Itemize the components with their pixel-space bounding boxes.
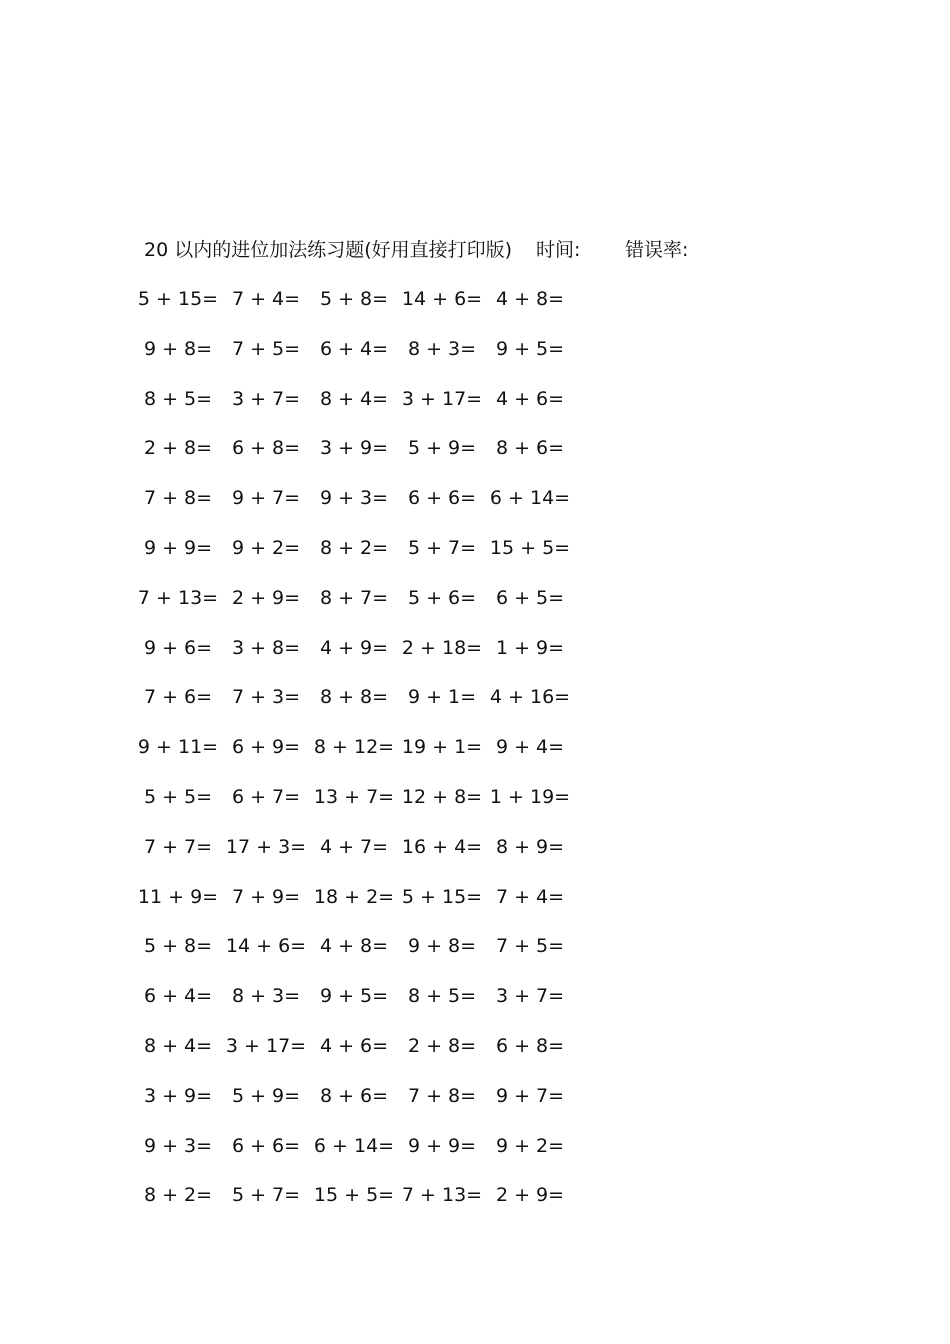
addition-problem: 8 + 9= [495,835,565,858]
addition-problem: 4 + 7= [319,835,389,858]
problem-row [144,784,604,834]
problem-row [144,635,604,685]
problem-row [144,1182,604,1232]
addition-problem: 5 + 5= [143,785,213,808]
problem-grid [137,286,604,1232]
addition-problem: 6 + 5= [495,586,565,609]
addition-problem: 5 + 8= [143,935,213,958]
addition-problem: 9 + 3= [319,487,389,510]
addition-problem: 5 + 6= [407,586,477,609]
addition-problem: 1 + 19= [489,785,571,808]
time-label: 时间: [536,239,581,261]
addition-problem: 9 + 3= [143,1134,213,1157]
addition-problem: 8 + 4= [319,387,389,410]
addition-problem: 8 + 12= [313,736,395,759]
addition-problem: 7 + 6= [143,686,213,709]
addition-problem: 1 + 9= [495,636,565,659]
addition-problem: 3 + 7= [231,387,301,410]
addition-problem: 9 + 8= [143,337,213,360]
problem-row [144,834,604,884]
addition-problem: 7 + 3= [231,686,301,709]
problem-row [144,1133,604,1183]
addition-problem: 2 + 8= [143,437,213,460]
problem-row [144,485,604,535]
addition-problem: 6 + 8= [231,437,301,460]
addition-problem: 9 + 8= [407,935,477,958]
addition-problem: 5 + 9= [407,437,477,460]
addition-problem: 9 + 7= [495,1084,565,1107]
addition-problem: 8 + 6= [495,437,565,460]
addition-problem: 7 + 4= [231,288,301,310]
addition-problem: 3 + 9= [319,437,389,460]
addition-problem: 9 + 9= [143,536,213,559]
problem-row [144,386,604,436]
addition-problem: 9 + 1= [407,686,477,709]
addition-problem: 6 + 14= [489,487,571,510]
addition-problem: 7 + 8= [407,1084,477,1107]
addition-problem: 14 + 6= [401,288,483,310]
addition-problem: 8 + 3= [231,985,301,1008]
addition-problem: 6 + 6= [407,487,477,510]
addition-problem: 19 + 1= [401,736,483,759]
addition-problem: 3 + 7= [495,985,565,1008]
addition-problem: 6 + 7= [231,785,301,808]
addition-problem: 5 + 7= [231,1184,301,1207]
addition-problem: 9 + 5= [495,337,565,360]
addition-problem: 7 + 7= [143,835,213,858]
addition-problem: 14 + 6= [225,935,307,958]
addition-problem: 6 + 6= [231,1134,301,1157]
addition-problem: 2 + 9= [495,1184,565,1207]
addition-problem: 15 + 5= [489,536,571,559]
addition-problem: 6 + 9= [231,736,301,759]
addition-problem: 7 + 13= [137,586,219,609]
addition-problem: 7 + 13= [401,1184,483,1207]
addition-problem: 9 + 5= [319,985,389,1008]
problem-row [137,286,604,336]
addition-problem: 8 + 8= [319,686,389,709]
problem-row [144,1083,604,1133]
addition-problem: 9 + 9= [407,1134,477,1157]
addition-problem: 4 + 16= [489,686,571,709]
problem-row [144,1033,604,1083]
addition-problem: 7 + 4= [495,885,565,908]
addition-problem: 4 + 8= [495,288,565,310]
addition-problem: 5 + 8= [319,288,389,310]
addition-problem: 9 + 4= [495,736,565,759]
addition-problem: 3 + 17= [225,1034,307,1057]
addition-problem: 6 + 14= [313,1134,395,1157]
addition-problem: 6 + 8= [495,1034,565,1057]
addition-problem: 9 + 7= [231,487,301,510]
addition-problem: 7 + 9= [231,885,301,908]
addition-problem: 2 + 18= [401,636,483,659]
addition-problem: 18 + 2= [313,885,395,908]
addition-problem: 2 + 8= [407,1034,477,1057]
problem-row [137,585,604,635]
addition-problem: 7 + 5= [231,337,301,360]
addition-problem: 8 + 7= [319,586,389,609]
worksheet-title: 20 以内的进位加法练习题(好用直接打印版) [144,239,513,261]
addition-problem: 8 + 6= [319,1084,389,1107]
addition-problem: 8 + 2= [319,536,389,559]
addition-problem: 13 + 7= [313,785,395,808]
addition-problem: 6 + 4= [143,985,213,1008]
addition-problem: 7 + 8= [143,487,213,510]
addition-problem: 4 + 6= [495,387,565,410]
addition-problem: 5 + 7= [407,536,477,559]
problem-row [144,336,604,386]
addition-problem: 4 + 6= [319,1034,389,1057]
addition-problem: 9 + 2= [231,536,301,559]
addition-problem: 9 + 6= [143,636,213,659]
addition-problem: 8 + 3= [407,337,477,360]
addition-problem: 9 + 11= [137,736,219,759]
addition-problem: 8 + 5= [407,985,477,1008]
problem-row [144,535,604,585]
addition-problem: 12 + 8= [401,785,483,808]
problem-row [144,983,604,1033]
addition-problem: 8 + 5= [143,387,213,410]
addition-problem: 6 + 4= [319,337,389,360]
addition-problem: 5 + 15= [401,885,483,908]
addition-problem: 9 + 2= [495,1134,565,1157]
problem-row [144,435,604,485]
addition-problem: 5 + 9= [231,1084,301,1107]
problem-row [144,684,604,734]
addition-problem: 3 + 17= [401,387,483,410]
addition-problem: 7 + 5= [495,935,565,958]
addition-problem: 4 + 9= [319,636,389,659]
addition-problem: 11 + 9= [137,885,219,908]
addition-problem: 5 + 15= [137,288,219,310]
addition-problem: 2 + 9= [231,586,301,609]
addition-problem: 17 + 3= [225,835,307,858]
addition-problem: 3 + 8= [231,636,301,659]
addition-problem: 8 + 4= [143,1034,213,1057]
problem-row [137,734,604,784]
addition-problem: 15 + 5= [313,1184,395,1207]
problem-row [137,884,604,934]
error-rate-label: 错误率: [625,239,689,261]
addition-problem: 4 + 8= [319,935,389,958]
problem-row [144,933,604,983]
addition-problem: 16 + 4= [401,835,483,858]
addition-problem: 8 + 2= [143,1184,213,1207]
addition-problem: 3 + 9= [143,1084,213,1107]
